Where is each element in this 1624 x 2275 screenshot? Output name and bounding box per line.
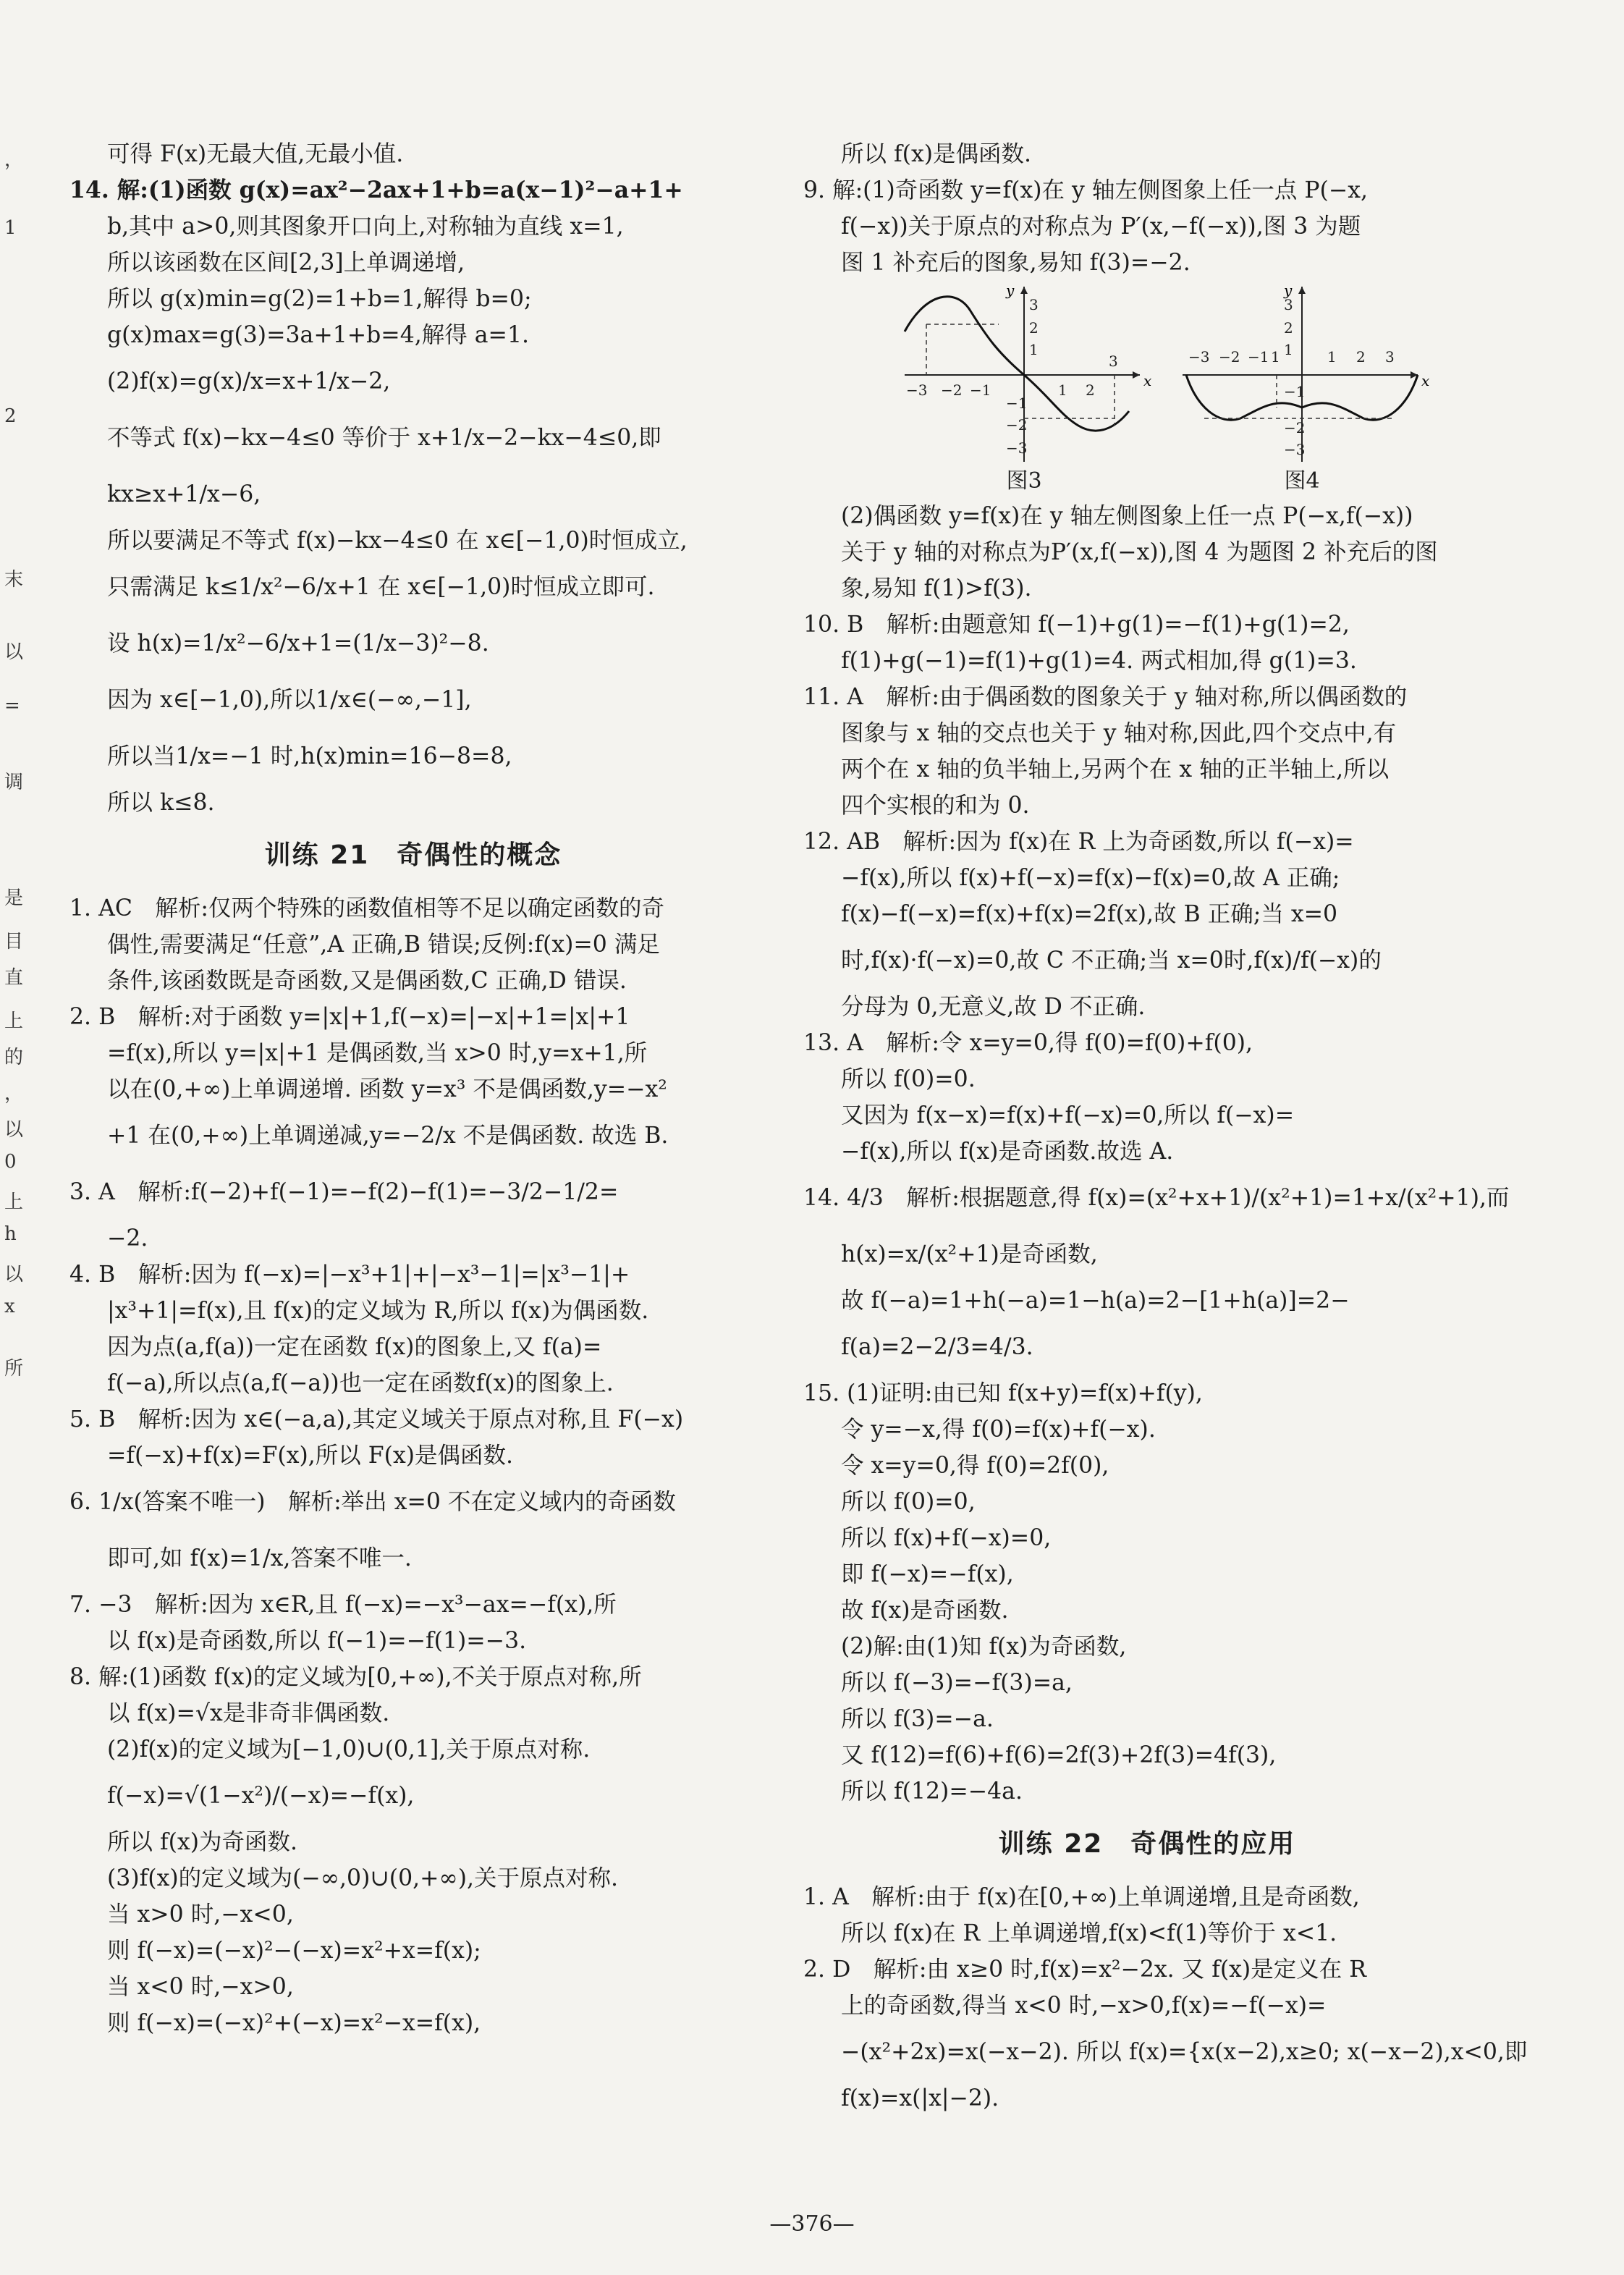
right_bottom-line: 所以 f(0)=0. bbox=[841, 1066, 976, 1092]
left-line: 所以 g(x)min=g(2)=1+b=1,解得 b=0; bbox=[107, 286, 532, 312]
figure-4-graph bbox=[1175, 281, 1429, 469]
svg-text:2: 2 bbox=[1029, 319, 1039, 337]
margin-mark: 2 bbox=[4, 405, 17, 427]
margin-mark: 0 bbox=[4, 1151, 17, 1173]
right-column bbox=[803, 136, 1528, 2116]
left-line: 8. 解:(1)函数 f(x)的定义域为[0,+∞),不关于原点对称,所 bbox=[69, 1664, 642, 1690]
right_bottom-line: 四个实根的和为 0. bbox=[841, 793, 1030, 819]
svg-text:3: 3 bbox=[1284, 296, 1293, 313]
left-column bbox=[69, 136, 757, 2041]
margin-mark: h bbox=[4, 1223, 17, 1245]
fig4-y-label: y bbox=[1284, 282, 1293, 299]
right_bottom-line: 故 f(−a)=1+h(−a)=1−h(a)=2−[1+h(a)]=2− bbox=[841, 1288, 1350, 1314]
margin-mark: 上 bbox=[4, 1010, 24, 1032]
right_bottom-line: h(x)=x/(x²+1)是奇函数, bbox=[841, 1241, 1098, 1267]
right_bottom-line: 关于 y 轴的对称点为P′(x,f(−x)),图 4 为题图 2 补充后的图 bbox=[841, 539, 1438, 565]
figure-4-caption: 图4 bbox=[1284, 468, 1320, 494]
left-line: 当 x<0 时,−x>0, bbox=[107, 1974, 294, 2000]
left-line: +1 在(0,+∞)上单调递减,y=−2/x 不是偶函数. 故选 B. bbox=[107, 1123, 669, 1149]
right_bottom-line: 令 y=−x,得 f(0)=f(x)+f(−x). bbox=[841, 1417, 1156, 1443]
margin-mark: 目 bbox=[4, 931, 24, 953]
svg-text:3: 3 bbox=[1385, 348, 1395, 366]
svg-text:−2: −2 bbox=[1284, 419, 1306, 436]
margin-mark: ， bbox=[4, 1083, 24, 1105]
right_bottom-line: 又 f(12)=f(6)+f(6)=2f(3)+2f(3)=4f(3), bbox=[841, 1742, 1277, 1768]
left-line: 不等式 f(x)−kx−4≤0 等价于 x+1/x−2−kx−4≤0,即 bbox=[107, 425, 661, 451]
svg-text:1: 1 bbox=[1271, 348, 1280, 366]
svg-text:−2: −2 bbox=[941, 381, 963, 399]
left-line: 条件,该函数既是奇函数,又是偶函数,C 正确,D 错误. bbox=[107, 968, 627, 994]
left-line: 所以要满足不等式 f(x)−kx−4≤0 在 x∈[−1,0)时恒成立, bbox=[107, 528, 688, 554]
svg-text:−3: −3 bbox=[1006, 439, 1028, 457]
svg-text:3: 3 bbox=[1029, 296, 1039, 313]
right-column-bottom bbox=[803, 498, 1528, 2116]
left-line: 则 f(−x)=(−x)²+(−x)=x²−x=f(x), bbox=[107, 2010, 481, 2036]
left-margin-bleed bbox=[0, 0, 51, 2275]
svg-text:1: 1 bbox=[1058, 381, 1067, 399]
left-line: 6. 1/x(答案不唯一) 解析:举出 x=0 不在定义域内的奇函数 bbox=[69, 1489, 676, 1515]
left-line: kx≥x+1/x−6, bbox=[107, 481, 261, 507]
right_bottom-line: f(1)+g(−1)=f(1)+g(1)=4. 两式相加,得 g(1)=3. bbox=[841, 648, 1357, 674]
svg-text:−1: −1 bbox=[1248, 348, 1269, 366]
margin-mark: 1 bbox=[4, 217, 17, 239]
left-line: 则 f(−x)=(−x)²−(−x)=x²+x=f(x); bbox=[107, 1938, 481, 1964]
left-line: 可得 F(x)无最大值,无最小值. bbox=[107, 141, 404, 167]
right_bottom-line: 所以 f(0)=0, bbox=[841, 1489, 976, 1515]
margin-mark: 以 bbox=[4, 1264, 24, 1286]
left-line: g(x)max=g(3)=3a+1+b=4,解得 a=1. bbox=[107, 322, 529, 348]
left-line: 当 x>0 时,−x<0, bbox=[107, 1902, 294, 1928]
fig3-y-label: y bbox=[1006, 282, 1015, 299]
margin-mark: ， bbox=[4, 149, 24, 171]
svg-text:−2: −2 bbox=[1006, 416, 1028, 434]
right_bottom-line: −f(x),所以 f(x)是奇函数.故选 A. bbox=[841, 1139, 1174, 1165]
left-line: (2)f(x)的定义域为[−1,0)∪(0,1],关于原点对称. bbox=[107, 1736, 591, 1763]
svg-text:1: 1 bbox=[1029, 341, 1039, 358]
svg-text:−2: −2 bbox=[1219, 348, 1240, 366]
svg-text:−1: −1 bbox=[970, 381, 991, 399]
svg-text:−3: −3 bbox=[1284, 441, 1306, 458]
left-line: f(−x)=√(1−x²)/(−x)=−f(x), bbox=[107, 1783, 415, 1809]
right_bottom-line: (2)解:由(1)知 f(x)为奇函数, bbox=[841, 1634, 1127, 1660]
left-line: |x³+1|=f(x),且 f(x)的定义域为 R,所以 f(x)为偶函数. bbox=[107, 1298, 649, 1324]
right_bottom-line: 1. A 解析:由于 f(x)在[0,+∞)上单调递增,且是奇函数, bbox=[803, 1884, 1360, 1910]
left-line: 训练 21 奇偶性的概念 bbox=[264, 840, 562, 870]
right_bottom-line: 所以 f(x)+f(−x)=0, bbox=[841, 1525, 1052, 1551]
right_top-line: 9. 解:(1)奇函数 y=f(x)在 y 轴左侧图象上任一点 P(−x, bbox=[803, 177, 1368, 203]
svg-text:−3: −3 bbox=[1188, 348, 1210, 366]
svg-text:3: 3 bbox=[1109, 353, 1118, 370]
right_bottom-line: −f(x),所以 f(x)+f(−x)=f(x)−f(x)=0,故 A 正确; bbox=[841, 865, 1340, 891]
left-line: 因为点(a,f(a))一定在函数 f(x)的图象上,又 f(a)= bbox=[107, 1334, 602, 1360]
svg-text:2: 2 bbox=[1086, 381, 1095, 399]
left-line: 所以 k≤8. bbox=[107, 790, 215, 816]
margin-mark: x bbox=[4, 1296, 15, 1317]
left-line: 即可,如 f(x)=1/x,答案不唯一. bbox=[107, 1545, 412, 1571]
right_bottom-line: 2. D 解析:由 x≥0 时,f(x)=x²−2x. 又 f(x)是定义在 R bbox=[803, 1957, 1366, 1983]
left-line: 以在(0,+∞)上单调递增. 函数 y=x³ 不是偶函数,y=−x² bbox=[107, 1076, 667, 1102]
right-column-top bbox=[803, 136, 1491, 281]
left-line: 7. −3 解析:因为 x∈R,且 f(−x)=−x³−ax=−f(x),所 bbox=[69, 1592, 617, 1618]
right_bottom-line: 所以 f(x)在 R 上单调递增,f(x)<f(1)等价于 x<1. bbox=[841, 1920, 1337, 1946]
figure-3 bbox=[897, 281, 1151, 494]
left-line: =f(x),所以 y=|x|+1 是偶函数,当 x>0 时,y=x+1,所 bbox=[107, 1040, 648, 1066]
page-number: —376— bbox=[769, 2211, 855, 2237]
right_top-line: f(−x))关于原点的对称点为 P′(x,−f(−x)),图 3 为题 bbox=[841, 214, 1361, 240]
left-line: 偶性,需要满足“任意”,A 正确,B 错误;反例:f(x)=0 满足 bbox=[107, 932, 660, 958]
left-line: (2)f(x)=g(x)/x=x+1/x−2, bbox=[107, 368, 391, 394]
right_bottom-line: 两个在 x 轴的负半轴上,另两个在 x 轴的正半轴上,所以 bbox=[841, 756, 1390, 782]
left-line: 所以 f(x)为奇函数. bbox=[107, 1829, 298, 1855]
right_bottom-line: f(a)=2−2/3=4/3. bbox=[841, 1334, 1033, 1360]
left-line: f(−a),所以点(a,f(−a))也一定在函数f(x)的图象上. bbox=[107, 1370, 614, 1396]
margin-mark: 上 bbox=[4, 1191, 24, 1213]
right_top-line: 图 1 补充后的图象,易知 f(3)=−2. bbox=[841, 250, 1190, 276]
margin-mark: 调 bbox=[4, 772, 24, 793]
right_top-line: 所以 f(x)是偶函数. bbox=[841, 141, 1032, 167]
margin-mark: 末 bbox=[4, 569, 24, 591]
left-line: (3)f(x)的定义域为(−∞,0)∪(0,+∞),关于原点对称. bbox=[107, 1865, 619, 1891]
right_bottom-line: 11. A 解析:由于偶函数的图象关于 y 轴对称,所以偶函数的 bbox=[803, 684, 1408, 710]
svg-text:−1: −1 bbox=[1006, 394, 1028, 412]
right_bottom-line: 10. B 解析:由题意知 f(−1)+g(1)=−f(1)+g(1)=2, bbox=[803, 612, 1350, 638]
svg-text:1: 1 bbox=[1284, 341, 1293, 358]
margin-mark: 的 bbox=[4, 1047, 24, 1068]
fig3-x-label: x bbox=[1143, 372, 1152, 389]
right_bottom-line: 令 x=y=0,得 f(0)=2f(0), bbox=[841, 1453, 1109, 1479]
figure-3-caption: 图3 bbox=[1006, 468, 1042, 494]
svg-text:2: 2 bbox=[1284, 319, 1293, 337]
left-line: 只需满足 k≤1/x²−6/x+1 在 x∈[−1,0)时恒成立即可. bbox=[107, 574, 655, 600]
margin-mark: 以 bbox=[4, 1119, 24, 1141]
margin-mark: = bbox=[4, 695, 20, 717]
right_bottom-line: 15. (1)证明:由已知 f(x+y)=f(x)+f(y), bbox=[803, 1380, 1203, 1406]
right_bottom-line: (2)偶函数 y=f(x)在 y 轴左侧图象上任一点 P(−x,f(−x)) bbox=[841, 503, 1413, 529]
figure-3-graph bbox=[897, 281, 1151, 469]
right_bottom-line: 训练 22 奇偶性的应用 bbox=[998, 1829, 1296, 1859]
margin-mark: 以 bbox=[4, 641, 24, 663]
left-line: b,其中 a>0,则其图象开口向上,对称轴为直线 x=1, bbox=[107, 214, 624, 240]
left-line: 因为 x∈[−1,0),所以1/x∈(−∞,−1], bbox=[107, 687, 472, 713]
right_bottom-line: −(x²+2x)=x(−x−2). 所以 f(x)={x(x−2),x≥0; x(−x−2),x<0,即 bbox=[841, 2039, 1528, 2065]
svg-text:1: 1 bbox=[1327, 348, 1337, 366]
right_bottom-line: 故 f(x)是奇函数. bbox=[841, 1597, 1009, 1624]
left-line: 5. B 解析:因为 x∈(−a,a),其定义域关于原点对称,且 F(−x) bbox=[69, 1406, 684, 1432]
left-line: −2. bbox=[107, 1225, 148, 1252]
right_bottom-line: 图象与 x 轴的交点也关于 y 轴对称,因此,四个交点中,有 bbox=[841, 720, 1397, 746]
margin-mark: 直 bbox=[4, 967, 24, 989]
right_bottom-line: 上的奇函数,得当 x<0 时,−x>0,f(x)=−f(−x)= bbox=[841, 1993, 1327, 2019]
right_bottom-line: 12. AB 解析:因为 f(x)在 R 上为奇函数,所以 f(−x)= bbox=[803, 829, 1354, 855]
right_bottom-line: 分母为 0,无意义,故 D 不正确. bbox=[841, 994, 1146, 1020]
right_bottom-line: 所以 f(−3)=−f(3)=a, bbox=[841, 1670, 1073, 1696]
figure-row bbox=[803, 281, 1491, 498]
left-line: =f(−x)+f(x)=F(x),所以 F(x)是偶函数. bbox=[107, 1443, 514, 1469]
svg-text:−3: −3 bbox=[906, 381, 928, 399]
figure-4 bbox=[1175, 281, 1429, 494]
left-line: 3. A 解析:f(−2)+f(−1)=−f(2)−f(1)=−3/2−1/2= bbox=[69, 1179, 619, 1205]
margin-mark: 所 bbox=[4, 1358, 24, 1380]
right_bottom-line: 象,易知 f(1)>f(3). bbox=[841, 575, 1032, 602]
left-line: 所以该函数在区间[2,3]上单调递增, bbox=[107, 250, 465, 276]
right_bottom-line: 14. 4/3 解析:根据题意,得 f(x)=(x²+x+1)/(x²+1)=1+x/(x²+1),而 bbox=[803, 1185, 1510, 1211]
right_bottom-line: f(x)−f(−x)=f(x)+f(x)=2f(x),故 B 正确;当 x=0 bbox=[841, 901, 1338, 927]
right_bottom-line: 时,f(x)·f(−x)=0,故 C 不正确;当 x=0时,f(x)/f(−x)的 bbox=[841, 947, 1382, 974]
right_bottom-line: 又因为 f(x−x)=f(x)+f(−x)=0,所以 f(−x)= bbox=[841, 1102, 1295, 1128]
left-line: 设 h(x)=1/x²−6/x+1=(1/x−3)²−8. bbox=[107, 630, 489, 657]
left-line: 14. 解:(1)函数 g(x)=ax²−2ax+1+b=a(x−1)²−a+1+ bbox=[69, 177, 683, 203]
left-line: 以 f(x)=√x是非奇非偶函数. bbox=[107, 1700, 390, 1726]
left-line: 4. B 解析:因为 f(−x)=|−x³+1|+|−x³−1|=|x³−1|+ bbox=[69, 1262, 630, 1288]
left-line: 2. B 解析:对于函数 y=|x|+1,f(−x)=|−x|+1=|x|+1 bbox=[69, 1004, 630, 1030]
fig4-x-label: x bbox=[1421, 372, 1430, 389]
left-line: 1. AC 解析:仅两个特殊的函数值相等不足以确定函数的奇 bbox=[69, 895, 665, 921]
left-line: 所以当1/x=−1 时,h(x)min=16−8=8, bbox=[107, 743, 512, 769]
right_bottom-line: 所以 f(12)=−4a. bbox=[841, 1778, 1023, 1805]
svg-text:−1: −1 bbox=[1284, 383, 1306, 400]
left-line: 以 f(x)是奇函数,所以 f(−1)=−f(1)=−3. bbox=[107, 1628, 527, 1654]
margin-mark: 是 bbox=[4, 887, 24, 909]
right_bottom-line: 所以 f(3)=−a. bbox=[841, 1706, 994, 1732]
svg-text:2: 2 bbox=[1356, 348, 1366, 366]
right_bottom-line: 即 f(−x)=−f(x), bbox=[841, 1561, 1014, 1587]
right_bottom-line: 13. A 解析:令 x=y=0,得 f(0)=f(0)+f(0), bbox=[803, 1030, 1253, 1056]
right_bottom-line: f(x)=x(|x|−2). bbox=[841, 2085, 999, 2111]
